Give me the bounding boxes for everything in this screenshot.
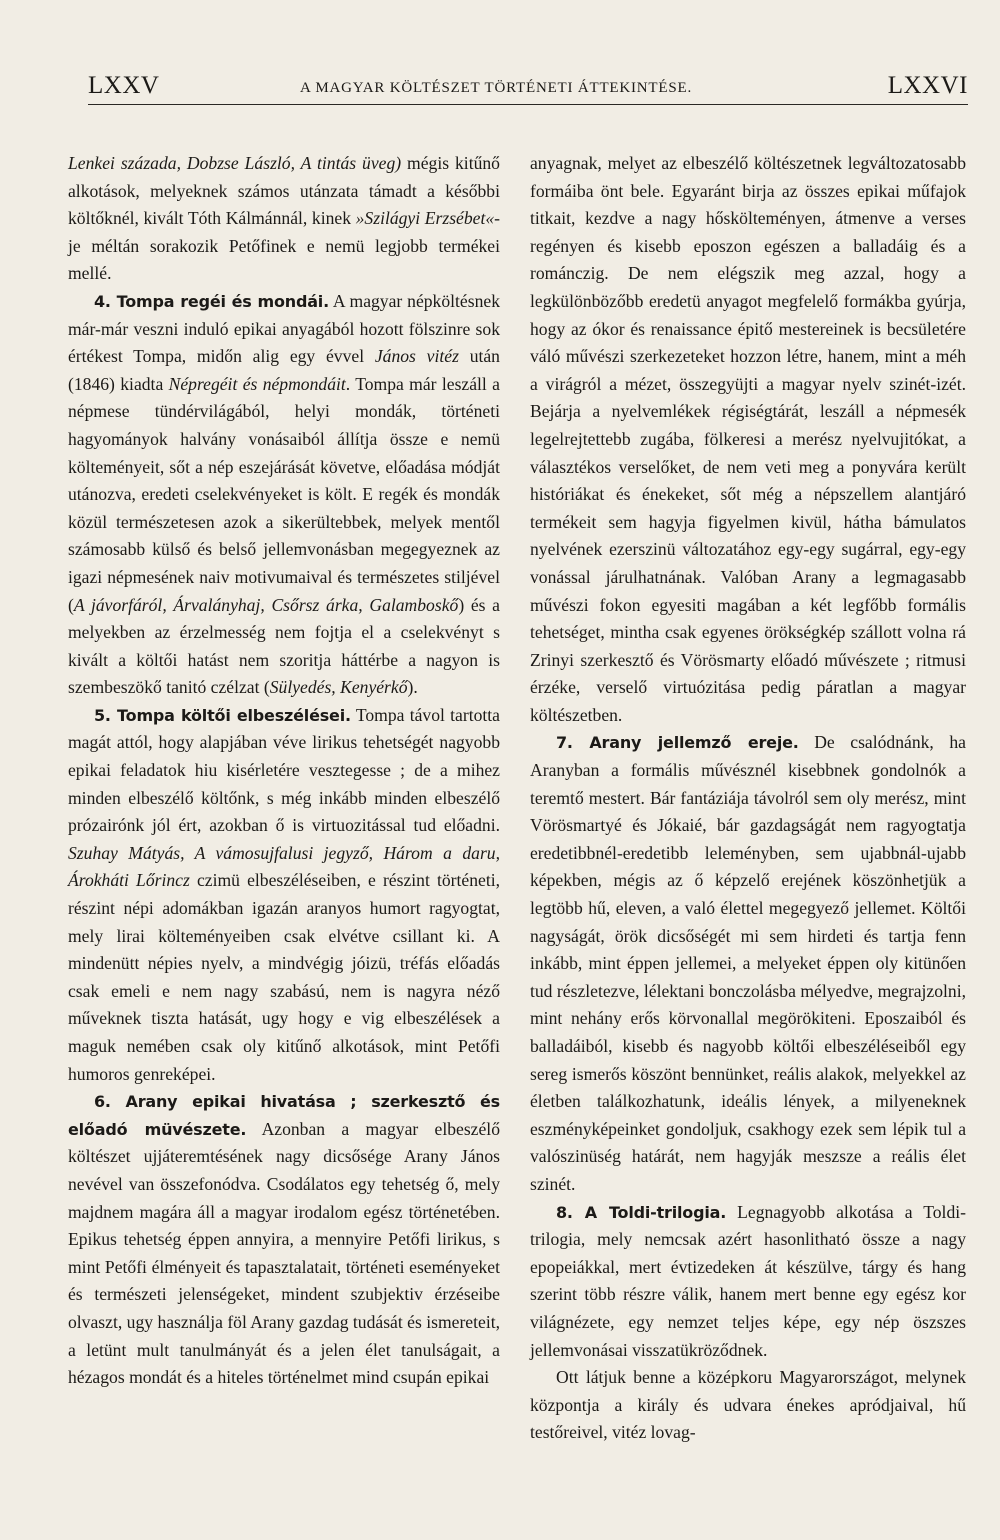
italic-title: »Szilágyi Erzsébet« [355, 208, 495, 229]
left-page-number: LXXV [88, 72, 160, 99]
text-run: De csalódnánk, ha Aranyban a formális művésznél kisebbnek gondolnók a teremtő mestert. Bár fantáziája távolról sem oly merész, mint Vörösmartyé és Jókaié, bár gazdagságát nem ragyogtatja eredetibbnél-eredetibb leleményben, sem ujabbnál-ujabb képekben, mégis az ő képzelő erejének köszönhetjük a legtöbb hű, eleven, a való élettel megegyező jellemet. Költői nagyságát, örök dicsőségét mi sem hirdeti és tartja fenn inkább, mint éppen jellemei, a melyeket éppen oly kitünően tud részletezve, lélektani bonczolásba mélyedve, megrajzolni, mint nehány erős körvonallal megörökiteni. Eposzaiból és balladáiból, kisebb és nagyobb költői elbeszéléseiből egy sereg ismerős köszönt bennünket, reális alakok, melyekkel az életben találkozhatunk, ideális lények, a milyeneknek eszményképeinket gondoljuk, csakhogy ezek sem lépik tul a valószinüség határát, nem hagyják meszsze a reális élet szinét. [530, 732, 966, 1194]
text-run: ) és a melyekben az érzelmesség nem fojtja el a cselekvényt s kivált a költői hatást nem szoritja háttérbe a nagyon is szembeszökő tanitó czélzat ( [68, 594, 500, 698]
text-run: Azonban a magyar elbeszélő költészet ujjáteremtésének nagy dicsősége Arany János nevével van összefonódva. Csodálatos egy tehetség ő, mely majdnem magára áll a magyar irodalom egész történetében. Epikus tehetség éppen annyira, a mennyire Petőfi lirikus, s mint Petőfi élményeit és tapasztalatait, történeti eseményeket és természeti jelenségeket, mindent szubjektiv érzéseibe olvaszt, ugy használja föl Arany gazdag tudását és ismereteit, a letünt mult tanulmányát és a jelen élet tanulságait, a hézagos mondát és a hiteles történelmet mind csupán epikai [68, 1118, 500, 1388]
paragraph [530, 729, 966, 1198]
paragraph [530, 1364, 966, 1447]
paragraph [68, 702, 500, 1088]
italic-title: Lenkei százada, Dobzse László, A tintás üveg) [68, 153, 402, 173]
italic-title: János vitéz [374, 346, 459, 367]
text-run: Legnagyobb alkotása a Toldi-trilogia, mely nemcsak azért hasonlitható össze a nagy epopeiákkal, mert évtizedeken át készülve, tárgy és hang szerint több részre válik, hanem mert benne egy egész kor világnézete, egy nemzet teljes képe, egy nép öszszes jellemvonásai visszatükröződnek. [530, 1201, 966, 1360]
left-text-column [68, 150, 500, 1392]
text-run: -je méltán sorakozik Petőfinek e nemü legjobb termékei mellé. [68, 208, 501, 284]
text-run: után (1846) kiadta [68, 346, 500, 394]
text-run: mégis kitűnő alkotások, melyeknek számos utánzata támadt a későbbi költőknél, kivált Tóth Kálmánnál, kinek [68, 153, 500, 229]
section-heading: 8. A Toldi-trilogia. [556, 1202, 727, 1222]
paragraph [68, 288, 500, 702]
section-heading: 4. Tompa regéi és mondái. [94, 291, 329, 311]
text-run: czimü elbeszéléseiben, e részint történeti, részint népi adomákban igazán aranyos humort ragyogtat, mely lirai költeményeiben csak elvétve csillant ki. A mindenütt népies nyelv, a mindvégig jóizü, tréfás előadás csak emeli e nem nagy szabású, nem is nagyra néző műveknek tiszta hatását, ugy hogy e vig elbeszélések a maguk nemében csak oly kitűnő alkotások, mint Petőfi humoros genreképei. [68, 870, 500, 1084]
paragraph [530, 150, 966, 729]
italic-title: A jávorfáról, Árvalányhaj, Csőrsz árka, Galamboskő [73, 594, 459, 615]
text-run: Tompa távol tartotta magát attól, hogy alapjában véve lirikus tehetségét nagyobb epikai feladatok hiu kisérletére vesztegesse ; de a mihez minden elbeszélő költőnk, s még inkább minden elbeszélő prózairónk jól ért, azokban ő is virtuozitással tud előadni. [68, 704, 500, 836]
right-text-column [530, 150, 966, 1447]
text-run: . Tompa már leszáll a népmese tündérvilágából, helyi mondák, történeti hagyományok halvány vonásaiból állítja össze e nemü költeményeit, sőt a nép eszejárását követve, előadása módját utánozva, eredeti cselekvényeket is költ. E regék és mondák közül természetesen azok a sikerültebbek, melyek mentől számosabb külső és belső jellemvonásban megegyeznek az igazi népmesének naiv motivumaival és természetes stiljével ( [68, 373, 500, 615]
text-run: ). [407, 677, 418, 698]
text-run: Ott látjuk benne a középkoru Magyarországot, melynek központja a király és udvara énekes apródjaival, hű testőreivel, vitéz lovag- [530, 1367, 966, 1443]
paragraph [68, 150, 500, 288]
running-header [88, 70, 968, 105]
text-run: A magyar népköltésnek már-már veszni induló epikai anyagából hozott fölszinre sok értékest Tompa, midőn alig egy évvel [68, 290, 500, 367]
paragraph [530, 1199, 966, 1365]
right-page-number: LXXVI [887, 72, 968, 99]
section-heading: 6. Arany epikai hivatása ; szerkesztő és előadó müvészete. [68, 1092, 500, 1139]
italic-title: Sülyedés, Kenyérkő [269, 677, 408, 698]
section-heading: 7. Arany jellemző ereje. [556, 733, 799, 753]
italic-title: Szuhay Mátyás, A vámosujfalusi jegyző, Három a daru, Árokháti Lőrincz [68, 842, 500, 891]
paragraph [68, 1088, 500, 1392]
section-heading: 5. Tompa költői elbeszélései. [94, 705, 351, 725]
running-title: A MAGYAR KÖLTÉSZET TÖRTÉNETI ÁTTEKINTÉSE. [300, 80, 693, 96]
text-run: anyagnak, melyet az elbeszélő költészetnek legváltozatosabb formáiba önt bele. Egyaránt birja az összes epikai műfajok titkait, kezdve a nagy hőskölteményen, átmenve a verses regényen és kisebb eposzon egészen a balladáig és a románczig. De nem elégszik meg azzal, hogy a legkülönbözőbb eredetü anyagot megfelelő formákba gyúrja, hogy az ókor és renaissance épitő mestereinek is becsületére váló művészi szerkezeteket hozzon létre, hanem, mint a méh a virágról a mézet, összegyüjti a magyar nyelv szinét-izét. Bejárja a nyelvemlékek régiségtárát, leszáll a népmesék legelrejtettebb zugába, fölkeresi a merész nyelvujitókat, a választékos verselőket, de nem veti meg a ponyvára került históriákat és énekeket, sőt még a népszellem alantjáró termékeit sem hagyja figyelmen kivül, hátha bámulatos nyelvének ezerszinü változatához egy-egy sugárral, egy-egy vonással járulhatnának. Valóban Arany a legmagasabb művészi fokon egyesiti magában a két legfőbb formális tehetséget, mintha csak egyenes örökségkép szállott volna rá Zrinyi szerkesztő és Vörösmarty előadó művészete ; ritmusi érzéke, verselő virtuózitása pedig páratlan a magyar költészetben. [530, 153, 966, 725]
italic-title: Népregéit és népmondáit [168, 373, 346, 394]
